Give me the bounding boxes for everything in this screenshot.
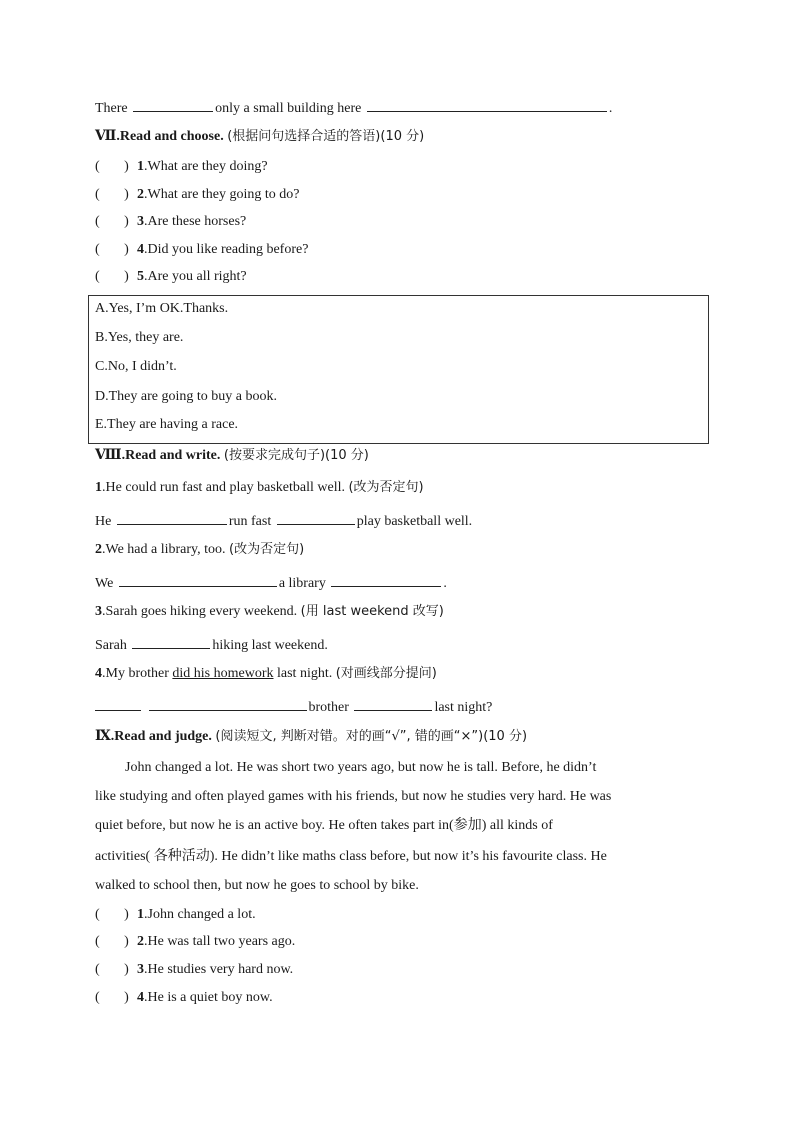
answer-paren[interactable]: ( ) [95,187,129,202]
section-numeral: Ⅶ. [95,129,120,144]
question-row [95,905,256,925]
section-numeral: Ⅷ. [95,448,126,463]
question-number: 2 [137,934,144,949]
answer-paren[interactable]: ( ) [95,934,129,949]
answer-text: brother [308,700,349,715]
item-text: .We had a library, too. [102,542,226,557]
question-number: 1 [137,907,144,922]
item-number: 4 [95,666,102,681]
answer-blank[interactable] [117,509,227,525]
section-numeral: Ⅸ. [95,729,115,744]
question-number: 3 [137,962,144,977]
question-row [95,960,293,980]
answer-blank[interactable] [132,633,210,649]
line-text: only a small building here [215,101,362,116]
section-title: Read and write. [125,448,221,463]
question-text: .Are these horses? [144,214,247,229]
item-number: 3 [95,604,102,619]
answer-text: Sarah [95,638,127,653]
passage-line: quiet before, but now he is an active boy. He often takes part in(参加) all kinds of [95,818,553,833]
section-instruction: (根据问句选择合适的答语) [227,129,381,144]
answer-line [95,571,447,594]
answer-line [95,509,472,532]
passage-line: John changed a lot. He was short two years ago, but now he is tall. Before, he didn’t [125,760,597,775]
answer-paren[interactable]: ( ) [95,242,129,257]
question-number: 5 [137,269,144,284]
answer-blank[interactable] [367,96,607,112]
answer-text: play basketball well. [356,514,473,529]
line-text: There [95,101,128,116]
answer-blank[interactable] [119,571,277,587]
item-requirement: (对画线部分提问) [335,666,437,681]
answer-text: hiking last weekend. [212,638,328,653]
question-row [95,988,273,1008]
answer-paren[interactable]: ( ) [95,159,129,174]
question-number: 3 [137,214,144,229]
question-text: .He is a quiet boy now. [144,990,273,1005]
answer-blank[interactable] [277,509,355,525]
item-number: 2 [95,542,102,557]
question-text: .He studies very hard now. [144,962,294,977]
answer-line [95,633,328,656]
section-heading [95,727,527,747]
item-requirement: (改为否定句) [229,542,305,557]
question-number: 2 [137,187,144,202]
section-heading [95,127,424,147]
question-row [95,185,300,205]
question-text: .What are they going to do? [144,187,300,202]
answer-text: We [95,576,114,591]
answer-line [95,695,492,718]
section-heading [95,446,369,466]
answer-text: a library [278,576,326,591]
answer-blank[interactable] [149,695,307,711]
passage-line: like studying and often played games with his friends, but now he studies very hard. He was [95,789,612,804]
question-row [95,240,308,260]
question-text: .Did you like reading before? [144,242,309,257]
answer-text: He [95,514,112,529]
answer-text: run fast [228,514,272,529]
section-instruction: (按要求完成句子) [223,448,326,463]
question-text: .He was tall two years ago. [144,934,296,949]
answer-paren[interactable]: ( ) [95,269,129,284]
write-item [95,602,444,622]
section-title: Read and judge. [114,729,212,744]
item-text: .He could run fast and play basketball well. [102,480,345,495]
answer-blank[interactable] [95,695,141,711]
line-text: . [608,101,613,116]
section-title: Read and choose. [119,129,224,144]
item-requirement: (改为否定句) [348,480,424,495]
answer-blank[interactable] [331,571,441,587]
answer-text: . [443,576,447,591]
question-row [95,212,246,232]
answer-paren[interactable]: ( ) [95,990,129,1005]
question-text: .What are they doing? [144,159,268,174]
passage-line: activities( 各种活动). He didn’t like maths class before, but now it’s his favourite class. He [95,849,607,864]
answer-blank[interactable] [133,96,213,112]
answer-paren[interactable]: ( ) [95,962,129,977]
option-item: C.No, I didn’t. [95,359,177,374]
question-text: .John changed a lot. [144,907,256,922]
option-item: D.They are going to buy a book. [95,389,277,404]
question-number: 4 [137,242,144,257]
option-item: E.They are having a race. [95,417,239,432]
answer-text: last night? [434,700,493,715]
fill-in-line [95,96,612,119]
question-text: .Are you all right? [144,269,247,284]
question-row [95,157,268,177]
section-points: (10 分) [325,448,369,463]
item-text: .My brother [102,666,173,681]
write-item [95,478,424,498]
option-item: A.Yes, I’m OK.Thanks. [95,301,229,316]
item-requirement: (用 last weekend 改写) [300,604,444,619]
section-points: (10 分) [483,729,528,744]
section-instruction: (阅读短文, 判断对错。对的画“√”, 错的画“×”) [215,729,484,744]
option-item: B.Yes, they are. [95,330,184,345]
answer-blank[interactable] [354,695,432,711]
question-row [95,932,295,952]
write-item [95,540,304,560]
write-item [95,664,437,684]
item-text: last night. [273,666,333,681]
section-points: (10 分) [380,129,425,144]
item-text: .Sarah goes hiking every weekend. [102,604,298,619]
item-number: 1 [95,480,102,495]
underlined-phrase: did his homework [172,666,274,681]
question-number: 4 [137,990,144,1005]
question-number: 1 [137,159,144,174]
answer-paren[interactable]: ( ) [95,907,129,922]
answer-paren[interactable]: ( ) [95,214,129,229]
question-row [95,267,247,287]
passage-line: walked to school then, but now he goes to school by bike. [95,878,419,893]
